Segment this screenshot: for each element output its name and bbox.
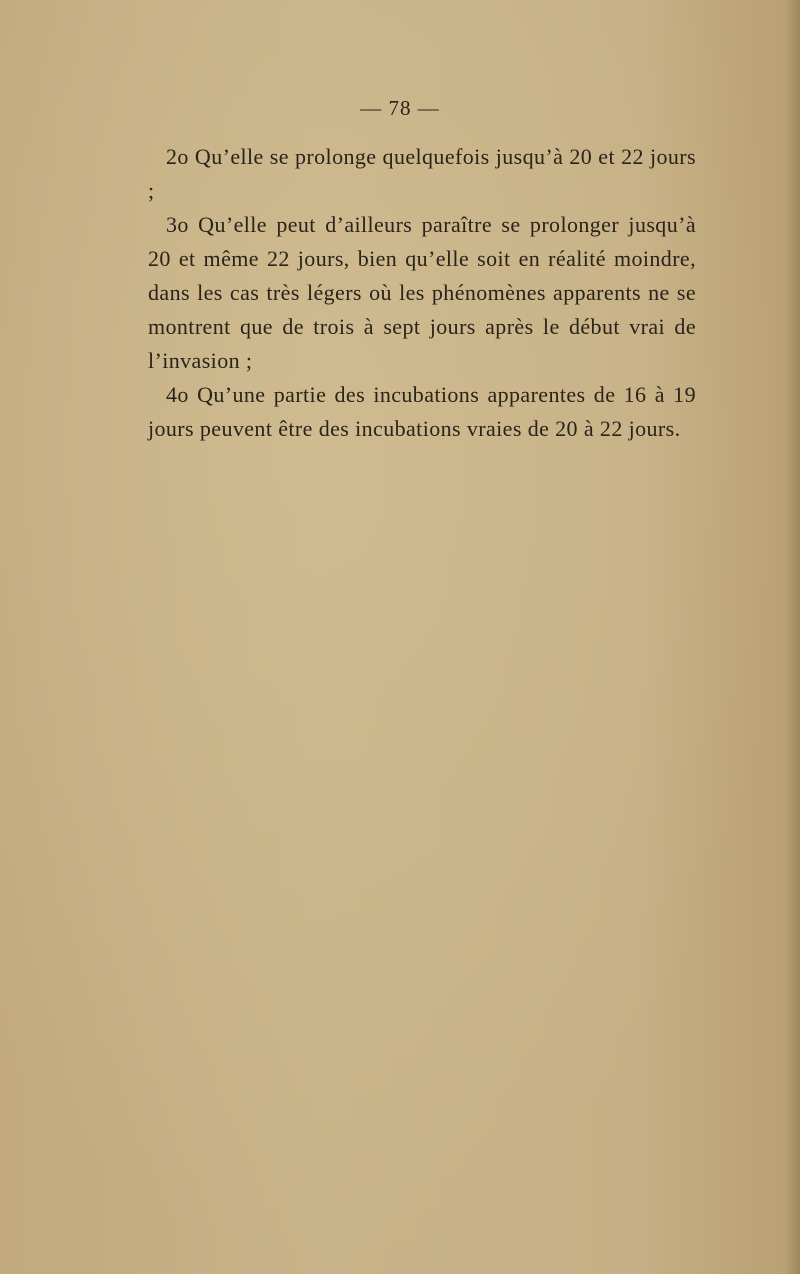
paragraph-item-2: 2o Qu’elle se prolonge quelquefois jusqu’à 20 et 22 jours ; <box>148 144 696 203</box>
page-edge-shadow <box>786 0 800 1274</box>
body-text <box>148 140 696 446</box>
paragraph-item-3: 3o Qu’elle peut d’ailleurs paraître se prolonger jusqu’à 20 et même 22 jours, bien qu’elle soit en réalité moindre, dans les cas très légers où les phénomènes apparents ne se montrent que de trois à sept jours après le début vrai de l’invasion ; <box>148 212 696 373</box>
page-number: — 78 — <box>360 96 440 120</box>
paragraph-item-4: 4o Qu’une partie des incubations apparentes de 16 à 19 jours peuvent être des incubations vraies de 20 à 22 jours. <box>148 382 696 441</box>
